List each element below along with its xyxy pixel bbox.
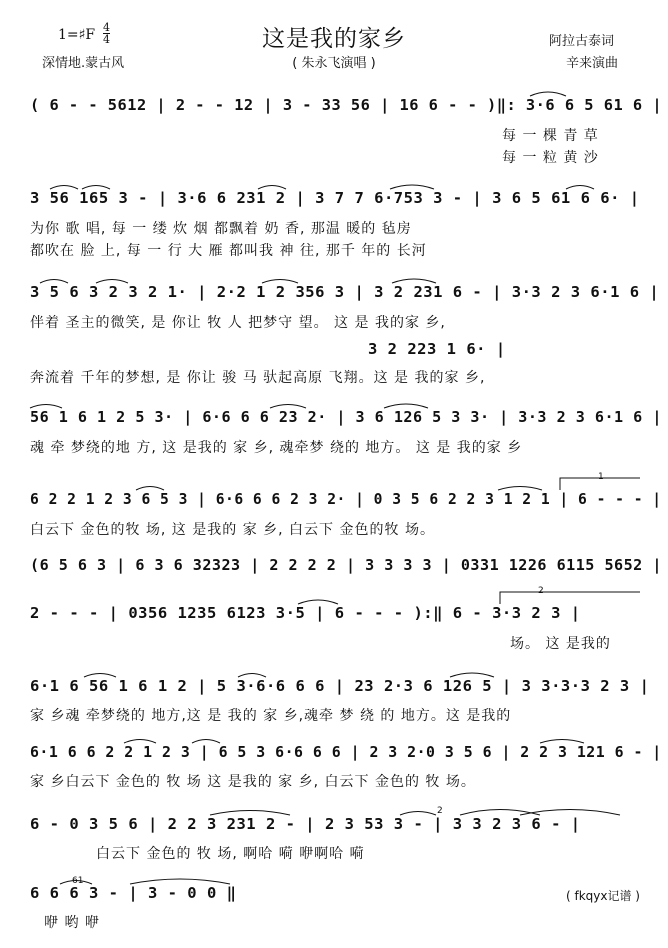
volta-1-label: 1 [598,472,604,482]
score-line-7: 2 - - - | 0356 1235 6123 3·5 | 6 - - - ):‖ 6 - 3·3 2 3 | [30,604,581,622]
lyric-line-11: 咿 哟 咿 [44,915,100,931]
lyric-line-1a: 每 一 棵 青 草 [502,128,599,144]
slur [60,881,92,885]
volta-2-label: 2 [538,586,544,596]
slur [136,487,164,491]
score-line-8: 6·1 6 56 1 6 1 2 | 5 3·6·6 6 6 | 23 2·3 6 126 5 | 3 3·3·3 2 3 | [30,677,650,695]
slur [192,740,220,744]
lyric-line-3b: 奔流着 千年的梦想, 是 你让 骏 马 驮起高原 飞翔。这 是 我的家 乡, [30,370,486,386]
slur [96,280,128,284]
lyricist-credit: 阿拉古泰词 [549,34,615,49]
slur [400,812,436,816]
score-line-3-alt: 3 2 223 1 6· | [368,340,506,358]
score-line-5: 6 2 2 1 2 3 6 5 3 | 6·6 6 6 2 3 2· | 0 3 5 6 2 2 3 1 2 1 | 6 - - - | [30,490,662,508]
slur [258,186,286,190]
slur [540,740,584,744]
slur [460,810,540,816]
performance-style: 深情地.蒙古风 [42,56,125,71]
lyric-line-8: 家 乡魂 牵梦绕的 地方,这 是 我的 家 乡,魂牵 梦 绕 的 地方。这 是我的 [30,708,512,724]
slur [84,674,116,678]
time-signature-top: 4 [103,21,110,34]
score-line-1: ( 6 - - 5612 | 2 - - 12 | 3 - 33 56 | 16 6 - - )‖: 3·6 6 5 61 6 | [30,96,663,114]
slur [392,279,436,283]
lyric-line-9: 家 乡白云下 金色的 牧 场 这 是我的 家 乡, 白云下 金色的 牧 场。 [30,774,476,790]
slur [566,186,594,190]
grace-note-label-2: 61 [72,876,84,886]
slur [270,405,306,409]
slur [30,405,62,409]
slur [298,600,338,604]
composer-credit: 辛来演曲 [566,56,619,71]
transcriber-credit: ( fkqyx记谱 ) [566,889,640,903]
slur [124,740,156,744]
lyric-line-5: 白云下 金色的牧 场, 这 是我的 家 乡, 白云下 金色的牧 场。 [30,522,435,538]
score-line-6: (6 5 6 3 | 6 3 6 32323 | 2 2 2 2 | 3 3 3 3 | 0331 1226 6115 5652 | [30,556,662,574]
lyric-line-3a: 伴着 圣主的微笑, 是 你让 牧 人 把梦守 望。 这 是 我的家 乡, [30,315,446,331]
lyric-line-4: 魂 牵 梦绕的地 方, 这 是我的 家 乡, 魂牵梦 绕的 地方。 这 是 我的家 乡 [30,440,523,456]
time-signature-bottom: 4 [103,33,110,46]
score-line-3: 3 5 6 3 2 3 2 1· | 2·2 1 2 356 3 | 3 2 231 6 - | 3·3 2 3 6·1 6 | [30,283,660,301]
lyric-line-2a: 为你 歌 唱, 每 一 缕 炊 烟 都飘着 奶 香, 那温 暖的 毡房 [30,221,412,237]
slur [498,487,542,491]
slur [262,280,298,284]
slur [210,811,290,816]
song-title: 这是我的家乡 [262,26,406,52]
score-line-11: 6 6 6 3 - | 3 - 0 0 ‖ [30,884,237,902]
singer-credit: ( 朱永飞演唱 ) [292,56,376,71]
slur [40,280,68,284]
slur [530,92,566,96]
lyric-line-2b: 都吹在 脸 上, 每 一 行 大 雁 都叫我 神 往, 那千 年的 长河 [30,243,427,259]
volta-1-bracket [560,478,640,490]
lyric-line-10: 白云下 金色的 牧 场, 啊哈 嗬 咿啊哈 嗬 [96,846,365,862]
lyric-line-1b: 每 一 粒 黄 沙 [502,150,599,166]
volta-2-bracket [500,592,640,604]
slur [390,185,434,189]
score-line-2: 3 56 165 3 - | 3·6 6 231 2 | 3 7 7 6·753 3 - | 3 6 5 61 6 6· | [30,189,640,207]
slur [238,674,266,678]
grace-note-label: 2 [437,806,443,816]
slur [82,186,110,190]
score-line-10: 6 - 0 3 5 6 | 2 2 3 231 2 - | 2 3 53 3 - | 3 3 2 3 6 - | [30,815,581,833]
key-signature: 1=♯F [58,27,96,43]
slur [384,404,428,408]
slur [450,673,494,677]
lyric-line-7: 场。 这 是我的 [510,636,611,652]
slur [50,186,78,190]
slur [130,879,230,884]
score-line-9: 6·1 6 6 2 2 1 2 3 | 6 5 3 6·6 6 6 | 2 3 2·0 3 5 6 | 2 2 3 121 6 - | [30,743,662,761]
score-line-4: 56 1 6 1 2 5 3· | 6·6 6 6 23 2· | 3 6 126 5 3 3· | 3·3 2 3 6·1 6 | [30,408,662,426]
